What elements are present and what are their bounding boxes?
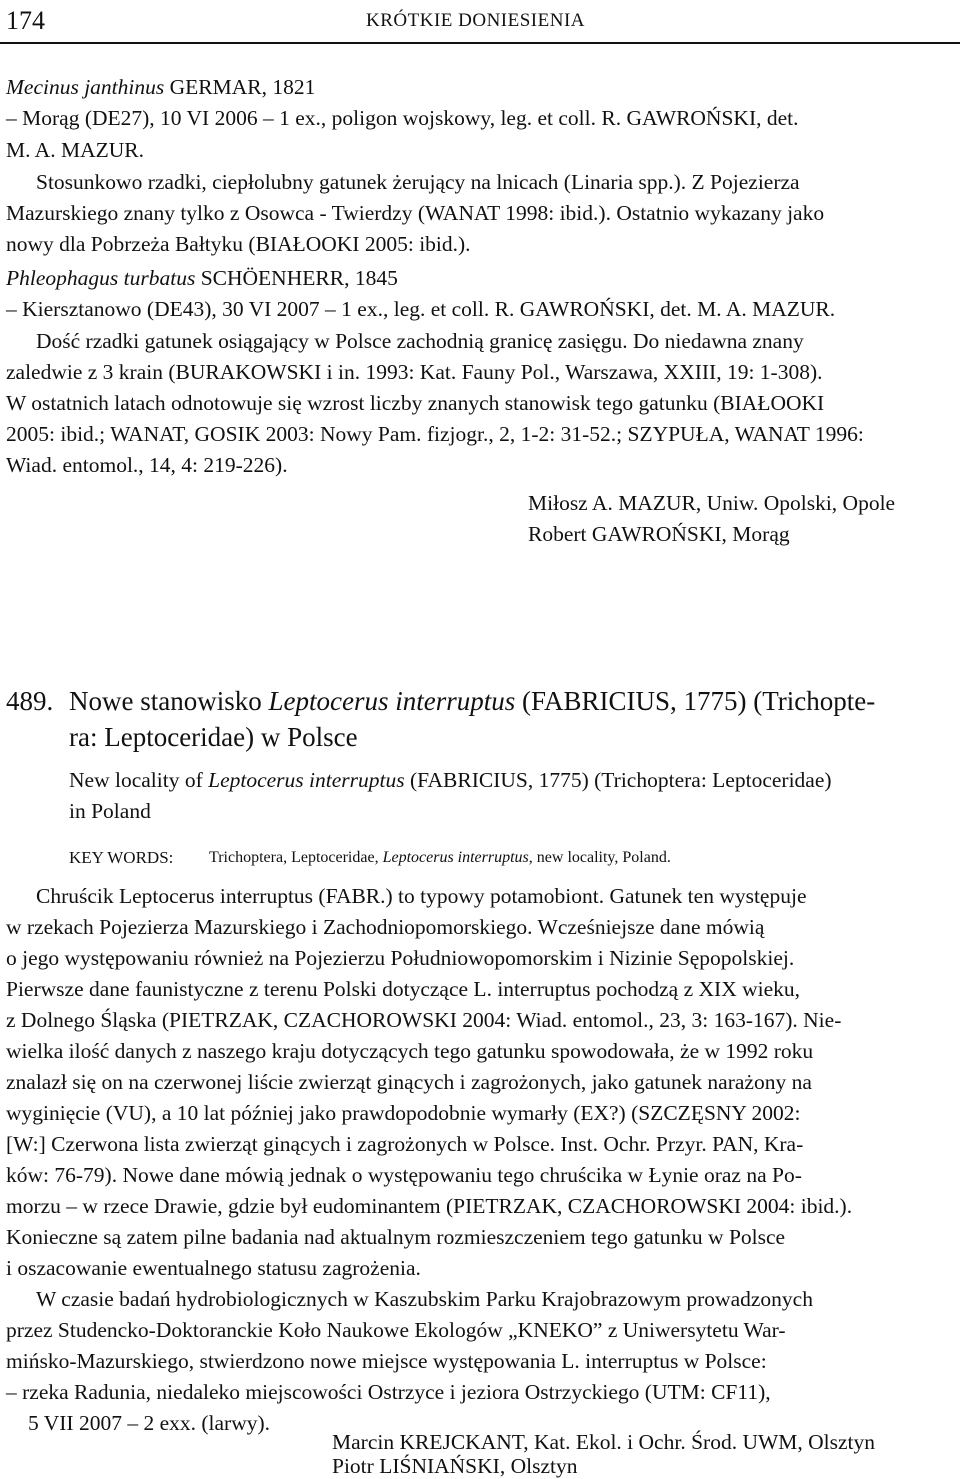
paragraph-line: W ostatnich latach odnotowuje się wzrost liczby znanych stanowisk tego gatunku (BIAŁOOKI — [6, 391, 825, 415]
species-year: , 1821 — [261, 75, 316, 99]
body-line: Chruścik Leptocerus interruptus (FABR.) to typowy potamobiont. Gatunek ten występuje — [36, 884, 807, 908]
english-title-line2: in Poland — [69, 799, 151, 823]
paragraph-line: Mazurskiego znany tylko z Osowca - Twierdzy (WANAT 1998: ibid.). Ostatnio wykazany jako — [6, 201, 825, 225]
page-number: 174 — [6, 6, 45, 35]
english-title — [69, 770, 832, 792]
keywords-species: Leptocerus interruptus — [382, 849, 529, 866]
body-line: – rzeka Radunia, niedaleko miejscowości Ostrzyce i jeziora Ostrzyckiego (UTM: CF11), — [6, 1380, 771, 1404]
body-line: [W:] Czerwona lista zwierząt ginących i zagrożonych w Polsce. Inst. Ochr. Przyr. PAN, Kra- — [6, 1132, 804, 1156]
body-line: Pierwsze dane faunistyczne z terenu Polski dotyczące L. interruptus pochodzą z XIX wieku, — [6, 977, 801, 1001]
author-line: Marcin KREJCKANT, Kat. Ekol. i Ochr. Środ. UWM, Olsztyn — [332, 1430, 876, 1454]
paragraph-line: Stosunkowo rzadki, ciepłolubny gatunek żerujący na lnicach (Linaria spp.). Z Pojezierza — [36, 170, 800, 194]
paragraph-line: nowy dla Pobrzeża Bałtyku (BIAŁOOKI 2005: ibid.). — [6, 232, 471, 256]
body-line: morzu – w rzece Drawie, gdzie był eudominantem (PIETRZAK, CZACHOROWSKI 2004: ibid.). — [6, 1194, 853, 1218]
author-line: Miłosz A. MAZUR, Uniw. Opolski, Opole — [528, 491, 896, 515]
body-line: z Dolnego Śląska (PIETRZAK, CZACHOROWSKI 2004: Wiad. entomol., 23, 3: 163-167). Nie- — [6, 1008, 842, 1032]
species-name: Mecinus janthinus — [6, 75, 165, 99]
body-line: Konieczne są zatem pilne badania nad aktualnym rozmieszczeniem tego gatunku w Polsce — [6, 1225, 786, 1249]
species-heading — [6, 77, 315, 99]
header-rule — [0, 42, 960, 44]
body-line: znalazł się on na czerwonej liście zwierząt ginących i zagrożonych, jako gatunek narażony na — [6, 1070, 812, 1094]
article-number: 489. — [6, 686, 54, 716]
species-name: Phleophagus turbatus — [6, 266, 196, 290]
english-title-species: Leptocerus interruptus — [208, 768, 405, 792]
species-heading — [6, 268, 398, 290]
body-line: mińsko-Mazurskiego, stwierdzono nowe miejsce występowania L. interruptus w Polsce: — [6, 1349, 767, 1373]
record-line: M. A. MAZUR. — [6, 138, 144, 162]
title-text: (FABRICIUS, 1775) (Trichopte- — [515, 686, 876, 716]
article-title — [69, 688, 875, 715]
english-title-text: New locality of — [69, 768, 209, 792]
body-line: wielka ilość danych z naszego kraju dotyczących tego gatunku spowodowała, że w 1992 roku — [6, 1039, 814, 1063]
paragraph-line: zaledwie z 3 krain (BURAKOWSKI i in. 1993: Kat. Fauny Pol., Warszawa, XXIII, 19: 1-308). — [6, 360, 823, 384]
body-line: 5 VII 2007 – 2 exx. (larwy). — [28, 1411, 271, 1435]
record-line: – Kiersztanowo (DE43), 30 VI 2007 – 1 ex., leg. et coll. R. GAWROŃSKI, det. M. A. MAZUR. — [6, 297, 836, 321]
keywords-text: , new locality, Poland. — [528, 849, 671, 866]
species-author: SCHÖENHERR — [200, 266, 345, 290]
body-line: wyginięcie (VU), a 10 lat później jako prawdopodobnie wymarły (EX?) (SZCZĘSNY 2002: — [6, 1101, 801, 1125]
article-title-line2: ra: Leptoceridae) w Polsce — [69, 722, 358, 752]
body-line: w rzekach Pojezierza Mazurskiego i Zachodniopomorskiego. Wcześniejsze dane mówią — [6, 915, 765, 939]
record-line: – Morąg (DE27), 10 VI 2006 – 1 ex., poligon wojskowy, leg. et coll. R. GAWROŃSKI, det. — [6, 106, 799, 130]
body-line: o jego występowaniu również na Pojezierzu Południowopomorskim i Nizinie Sępopolskiej. — [6, 946, 795, 970]
body-line: W czasie badań hydrobiologicznych w Kaszubskim Parku Krajobrazowym prowadzonych — [36, 1287, 813, 1311]
keywords-label: KEY WORDS: — [69, 848, 174, 867]
author-line: Robert GAWROŃSKI, Morąg — [528, 522, 790, 546]
title-text: Nowe stanowisko — [69, 686, 269, 716]
species-author: GERMAR — [169, 75, 262, 99]
running-title: KRÓTKIE DONIESIENIA — [366, 10, 585, 31]
keywords-text: Trichoptera, Leptoceridae, — [209, 849, 383, 866]
paragraph-line: Dość rzadki gatunek osiągający w Polsce zachodnią granicę zasięgu. Do niedawna znany — [36, 329, 804, 353]
english-title-text: (FABRICIUS, 1775) (Trichoptera: Leptoceridae) — [404, 768, 832, 792]
keywords — [209, 850, 671, 866]
title-species: Leptocerus interruptus — [268, 686, 516, 716]
paragraph-line: Wiad. entomol., 14, 4: 219-226). — [6, 453, 288, 477]
paragraph-line: 2005: ibid.; WANAT, GOSIK 2003: Nowy Pam. fizjogr., 2, 1-2: 31-52.; SZYPUŁA, WANAT 1996: — [6, 422, 864, 446]
body-line: i oszacowanie ewentualnego statusu zagrożenia. — [6, 1256, 421, 1280]
species-year: , 1845 — [344, 266, 398, 290]
author-line: Piotr LIŚNIAŃSKI, Olsztyn — [332, 1454, 578, 1478]
body-line: ków: 76-79). Nowe dane mówią jednak o występowaniu tego chruścika w Łynie oraz na Po- — [6, 1163, 802, 1187]
body-line: przez Studencko-Doktoranckie Koło Naukowe Ekologów „KNEKO” z Uniwersytetu War- — [6, 1318, 786, 1342]
